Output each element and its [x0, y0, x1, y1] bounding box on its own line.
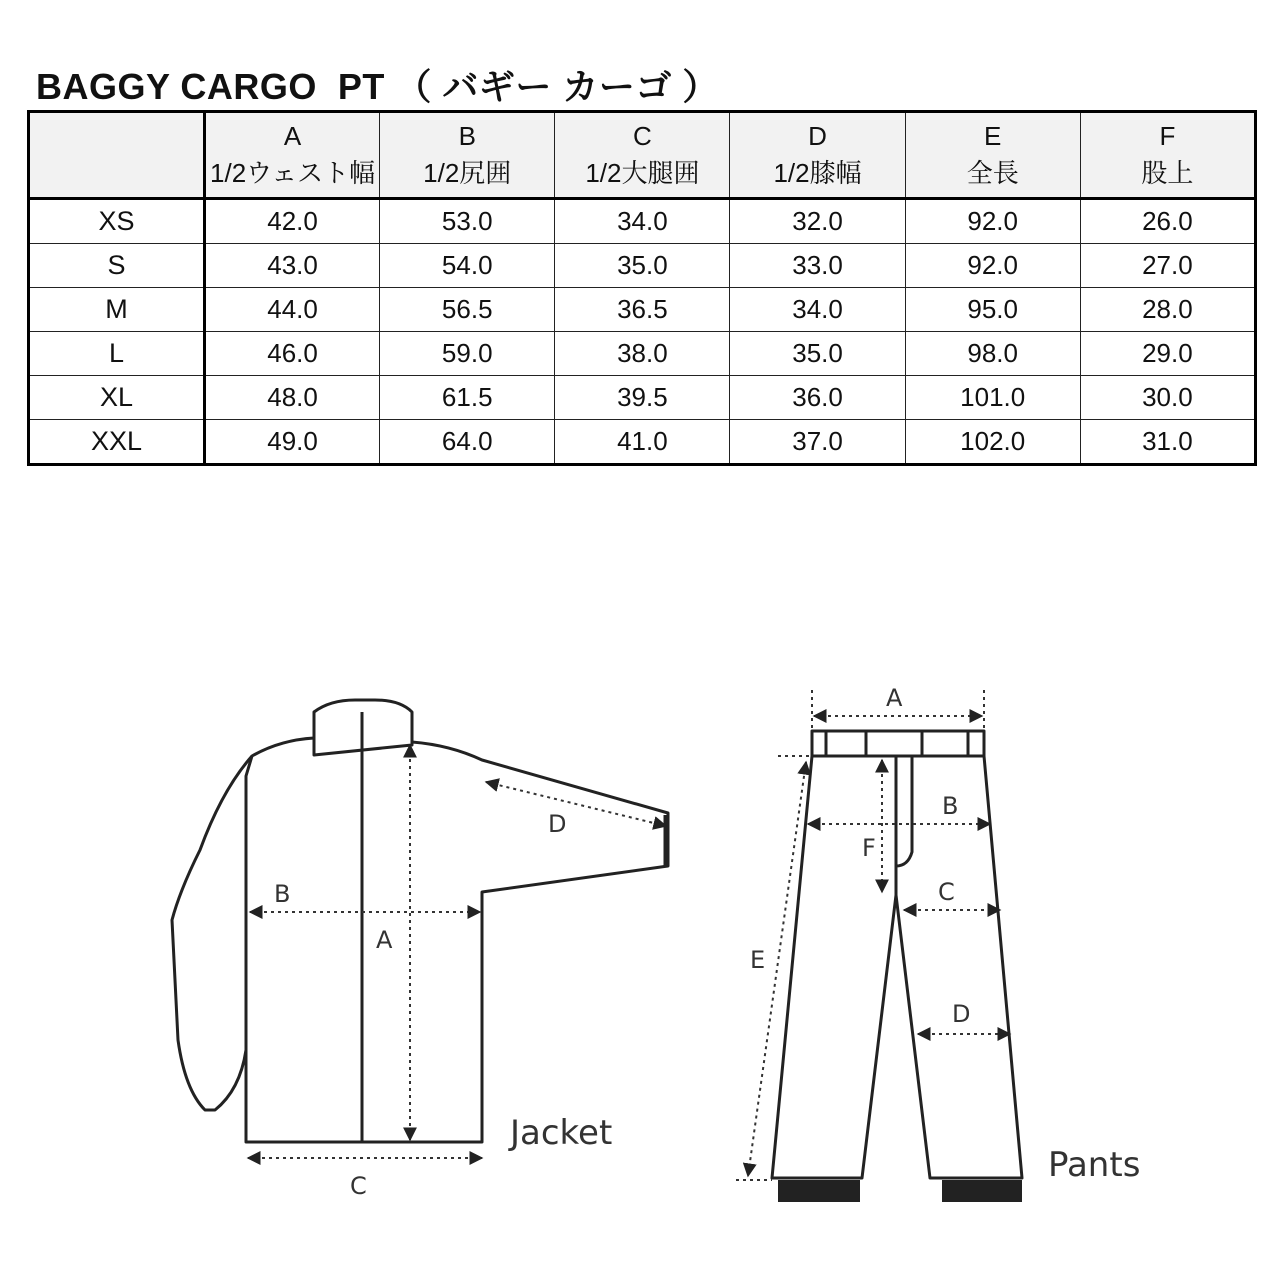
table-cell: 31.0 [1080, 420, 1255, 465]
table-cell: 92.0 [905, 199, 1080, 244]
table-cell: 41.0 [555, 420, 730, 465]
column-label: 股上 [1141, 158, 1194, 188]
table-cell: 26.0 [1080, 199, 1255, 244]
table-cell: 56.5 [380, 288, 555, 332]
pants-label-f: F [862, 834, 876, 862]
page-title: BAGGY CARGO PT （ バギー カーゴ ） [36, 66, 719, 107]
pants-waistband [812, 731, 984, 756]
column-label: 1/2ウェスト幅 [210, 158, 376, 188]
table-cell: 27.0 [1080, 244, 1255, 288]
pants-right-shoe [942, 1180, 1022, 1202]
pants-label-a: A [886, 684, 903, 712]
jacket-caption: Jacket [510, 1113, 613, 1153]
size-label: XL [29, 376, 205, 420]
table-cell: 34.0 [555, 199, 730, 244]
table-cell: 49.0 [205, 420, 380, 465]
pants-caption: Pants [1048, 1145, 1141, 1185]
table-cell: 61.5 [380, 376, 555, 420]
table-cell: 38.0 [555, 332, 730, 376]
jacket-label-b: B [274, 880, 291, 908]
table-cell: 53.0 [380, 199, 555, 244]
pants-measure-lines [736, 690, 1010, 1180]
table-cell: 39.5 [555, 376, 730, 420]
column-letter: E [984, 121, 1002, 151]
size-label: S [29, 244, 205, 288]
column-letter: A [283, 121, 302, 151]
table-cell: 42.0 [205, 199, 380, 244]
table-cell: 36.0 [730, 376, 905, 420]
table-cell: 34.0 [730, 288, 905, 332]
table-cell: 95.0 [905, 288, 1080, 332]
table-cell: 101.0 [905, 376, 1080, 420]
table-cell: 44.0 [205, 288, 380, 332]
pants-illustration [772, 731, 1022, 1178]
table-cell: 98.0 [905, 332, 1080, 376]
column-label: 1/2大腿囲 [585, 158, 700, 188]
jacket-label-a: A [376, 926, 393, 954]
table-cell: 92.0 [905, 244, 1080, 288]
column-letter: D [808, 121, 827, 151]
column-letter: B [458, 121, 476, 151]
pants-label-d: D [952, 1000, 971, 1028]
pants-fly [896, 756, 912, 866]
table-cell: 46.0 [205, 332, 380, 376]
column-letter: C [633, 121, 652, 151]
table-cell: 102.0 [905, 420, 1080, 465]
jacket-label-d: D [548, 810, 567, 838]
table-cell: 29.0 [1080, 332, 1255, 376]
table-cell: 36.5 [555, 288, 730, 332]
size-label: M [29, 288, 205, 332]
table-cell: 30.0 [1080, 376, 1255, 420]
table-cell: 64.0 [380, 420, 555, 465]
table-cell: 37.0 [730, 420, 905, 465]
table-cell: 35.0 [730, 332, 905, 376]
pants-left-shoe [778, 1180, 860, 1202]
column-label: 1/2膝幅 [773, 158, 862, 188]
table-cell: 48.0 [205, 376, 380, 420]
size-label: XS [29, 199, 205, 244]
jacket-label-c: C [350, 1172, 367, 1200]
table-cell: 54.0 [380, 244, 555, 288]
size-label: L [29, 332, 205, 376]
jacket-measure-lines [248, 745, 666, 1158]
jacket-body [246, 738, 668, 1142]
jacket-illustration [172, 700, 668, 1142]
column-label: 1/2尻囲 [423, 158, 512, 188]
column-letter: F [1159, 121, 1176, 151]
table-cell: 32.0 [730, 199, 905, 244]
pants-label-e: E [750, 946, 766, 974]
table-cell: 33.0 [730, 244, 905, 288]
pants-label-c: C [938, 878, 955, 906]
jacket-left-sleeve [172, 756, 252, 1110]
table-cell: 59.0 [380, 332, 555, 376]
table-cell: 43.0 [205, 244, 380, 288]
pants-label-b: B [942, 792, 959, 820]
size-label: XXL [29, 420, 205, 465]
column-label: 全長 [966, 158, 1019, 188]
table-cell: 28.0 [1080, 288, 1255, 332]
table-cell: 35.0 [555, 244, 730, 288]
